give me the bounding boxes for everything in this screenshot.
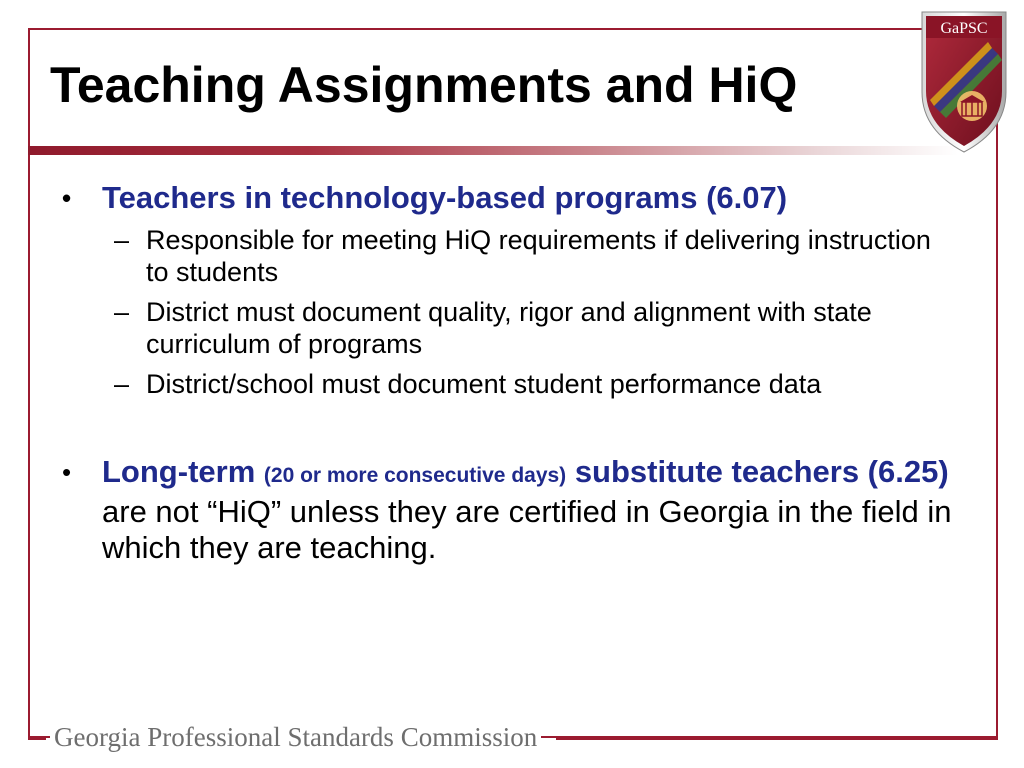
footer-rule-right bbox=[556, 738, 998, 740]
dash-icon: – bbox=[114, 369, 130, 399]
substitute-teachers-text: are not “HiQ” unless they are certified in Georgia in the field in which they are teaching. bbox=[102, 494, 952, 565]
subbullet-text: District/school must document student performance data bbox=[146, 369, 822, 399]
substitute-teachers-label: substitute teachers (6.25) bbox=[574, 454, 949, 489]
subbullet-text: Responsible for meeting HiQ requirements if delivering instruction to students bbox=[146, 225, 931, 287]
bullet-substitute-teachers bbox=[60, 454, 960, 566]
footer-rule-left bbox=[28, 738, 46, 740]
title-underline bbox=[28, 146, 958, 155]
long-term-label: Long-term bbox=[102, 454, 256, 489]
bullet-technology-programs bbox=[60, 180, 960, 216]
slide-title: Teaching Assignments and HiQ bbox=[50, 57, 798, 113]
subbullet-text: District must document quality, rigor and alignment with state curriculum of programs bbox=[146, 297, 872, 359]
dash-icon: – bbox=[114, 297, 130, 327]
footer-organization: Georgia Professional Standards Commission bbox=[50, 722, 541, 753]
bullet-heading: Teachers in technology-based programs (6.07) bbox=[102, 180, 788, 215]
slide-body bbox=[60, 180, 960, 566]
bullet-dot-icon: • bbox=[62, 457, 72, 487]
gapsc-shield-icon bbox=[918, 6, 1010, 156]
consecutive-days-note: (20 or more consecutive days) bbox=[263, 464, 567, 487]
subbullet-1 bbox=[60, 224, 960, 288]
bullet-dot-icon: • bbox=[62, 183, 72, 213]
subbullet-3 bbox=[60, 368, 960, 400]
subbullet-2 bbox=[60, 296, 960, 360]
badge-name: GaPSC bbox=[940, 20, 988, 37]
dash-icon: – bbox=[114, 225, 130, 255]
